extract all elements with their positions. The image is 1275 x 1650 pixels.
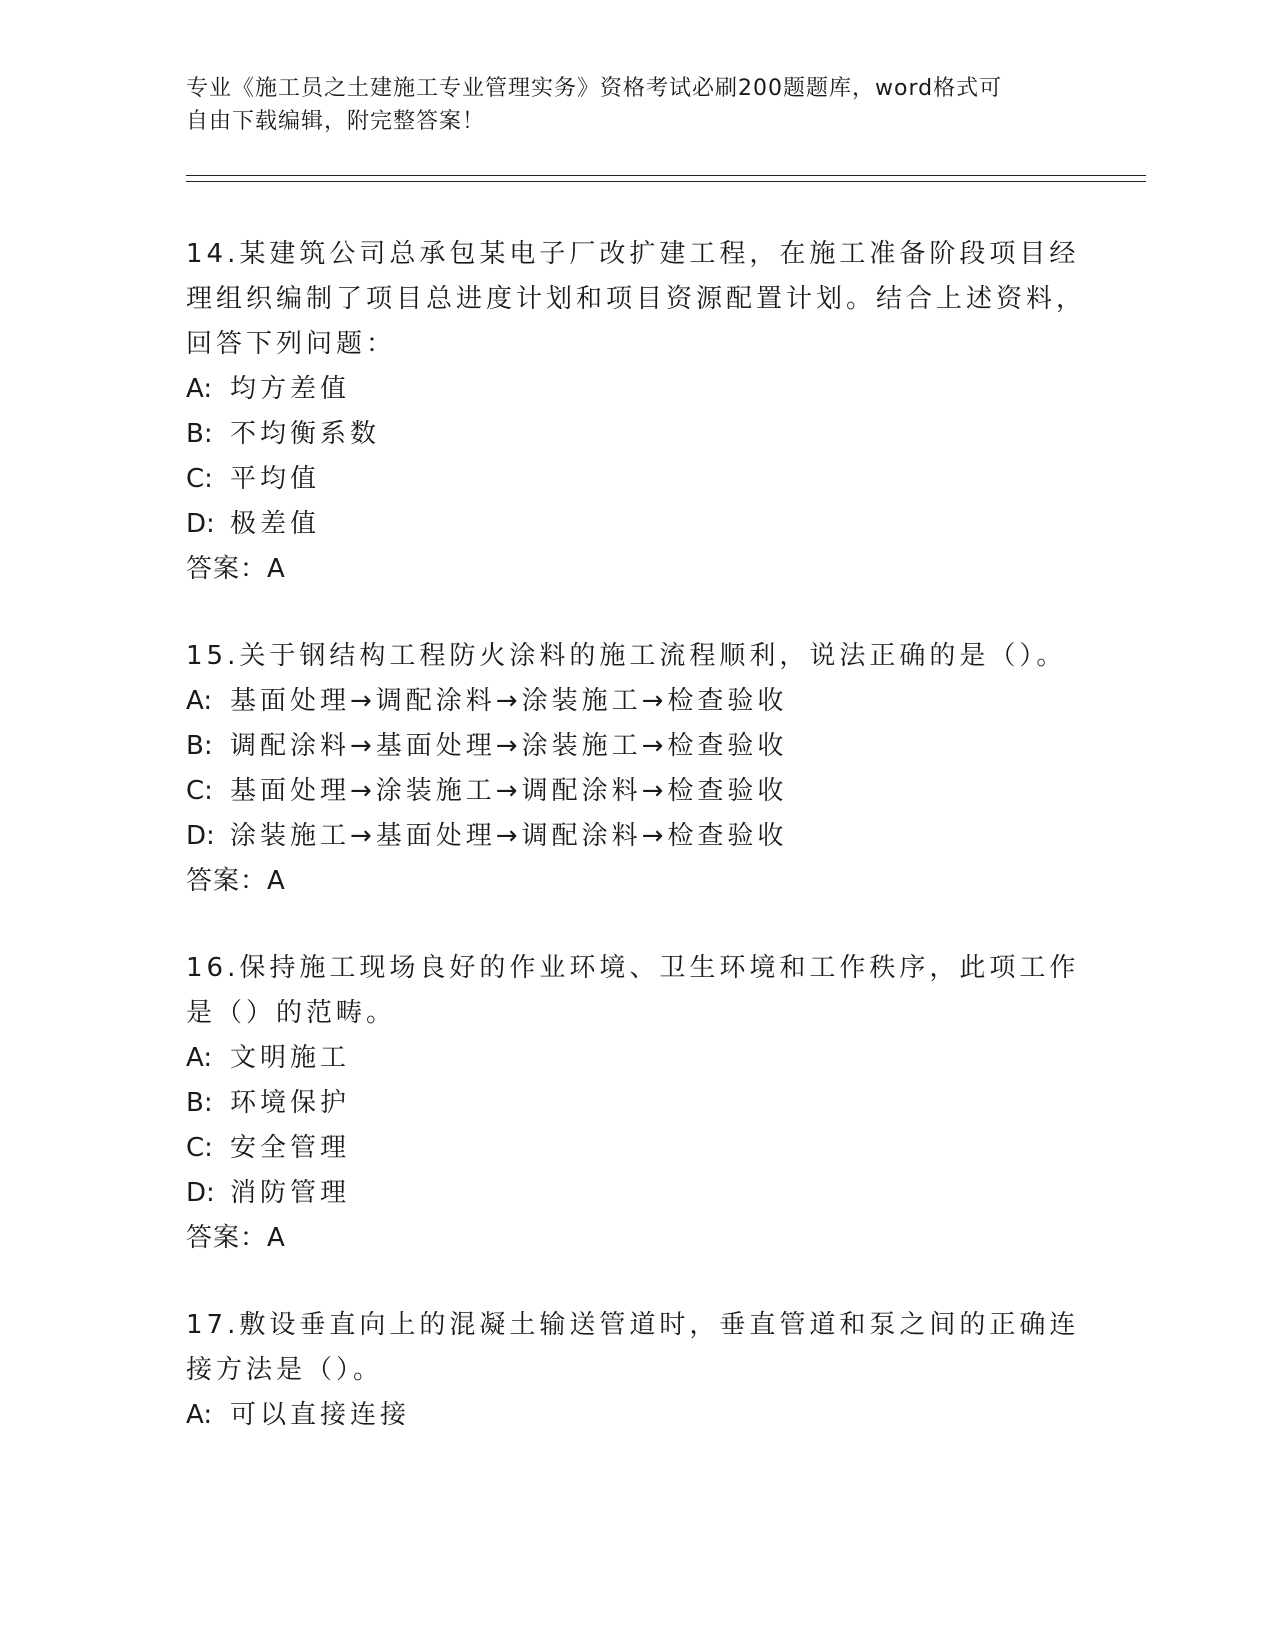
option-a <box>186 367 1086 412</box>
option-text: 文明施工 <box>230 1043 351 1073</box>
page-header <box>186 72 1086 138</box>
option-letter: B: <box>186 1088 213 1118</box>
option-c <box>186 769 1086 814</box>
option-letter: D: <box>186 821 215 851</box>
option-letter: A: <box>186 1043 213 1073</box>
question-14 <box>186 232 1086 592</box>
option-letter: B: <box>186 419 213 449</box>
question-text: 16.保持施工现场良好的作业环境、卫生环境和工作秩序，此项工作是（）的范畴。 <box>186 953 1080 1028</box>
option-text: 环境保护 <box>230 1088 351 1118</box>
question-list <box>186 232 1086 1480</box>
question-17 <box>186 1303 1086 1438</box>
answer-label: 答案： <box>186 554 268 584</box>
option-text: 安全管理 <box>230 1133 351 1163</box>
answer-label: 答案： <box>186 866 268 896</box>
option-text: 平均值 <box>230 464 321 494</box>
header-line-2: 自由下载编辑，附完整答案！ <box>186 109 486 134</box>
option-letter: C: <box>186 776 213 806</box>
answer-value: A <box>267 1223 286 1253</box>
question-text: 14.某建筑公司总承包某电子厂改扩建工程，在施工准备阶段项目经理组织编制了项目总进度计划和项目资源配置计划。结合上述资料，回答下列问题： <box>186 239 1087 359</box>
option-b <box>186 1081 1086 1126</box>
option-b <box>186 724 1086 769</box>
answer-label: 答案： <box>186 1223 268 1253</box>
option-text: 均方差值 <box>230 374 351 404</box>
option-text: 极差值 <box>230 509 321 539</box>
option-a <box>186 1036 1086 1081</box>
option-text: 调配涂料→基面处理→涂装施工→检查验收 <box>230 731 788 761</box>
option-text: 基面处理→涂装施工→调配涂料→检查验收 <box>230 776 788 806</box>
answer-line <box>186 859 1086 904</box>
answer-line <box>186 1216 1086 1261</box>
option-d <box>186 502 1086 547</box>
option-list <box>186 1393 1086 1438</box>
option-c <box>186 1126 1086 1171</box>
answer-value: A <box>267 554 286 584</box>
option-letter: B: <box>186 731 213 761</box>
option-list <box>186 367 1086 547</box>
option-text: 消防管理 <box>230 1178 351 1208</box>
option-text: 不均衡系数 <box>230 419 381 449</box>
option-letter: C: <box>186 464 213 494</box>
answer-value: A <box>267 866 286 896</box>
option-a <box>186 679 1086 724</box>
option-letter: A: <box>186 374 213 404</box>
option-d <box>186 1171 1086 1216</box>
header-line-1: 专业《施工员之土建施工专业管理实务》资格考试必刷200题题库，word格式可 <box>186 76 1003 101</box>
option-text: 涂装施工→基面处理→调配涂料→检查验收 <box>230 821 788 851</box>
option-letter: D: <box>186 509 215 539</box>
option-letter: D: <box>186 1178 215 1208</box>
option-d <box>186 814 1086 859</box>
option-letter: C: <box>186 1133 213 1163</box>
option-list <box>186 679 1086 859</box>
question-15 <box>186 634 1086 904</box>
option-b <box>186 412 1086 457</box>
option-c <box>186 457 1086 502</box>
question-text: 17.敷设垂直向上的混凝土输送管道时，垂直管道和泵之间的正确连接方法是（）。 <box>186 1310 1080 1385</box>
option-a <box>186 1393 1086 1438</box>
question-16 <box>186 946 1086 1261</box>
option-list <box>186 1036 1086 1216</box>
question-text: 15.关于钢结构工程防火涂料的施工流程顺利，说法正确的是（）。 <box>186 641 1067 671</box>
header-double-rule <box>186 175 1146 182</box>
option-letter: A: <box>186 1400 213 1430</box>
option-text: 基面处理→调配涂料→涂装施工→检查验收 <box>230 686 788 716</box>
answer-line <box>186 547 1086 592</box>
option-letter: A: <box>186 686 213 716</box>
option-text: 可以直接连接 <box>230 1400 411 1430</box>
